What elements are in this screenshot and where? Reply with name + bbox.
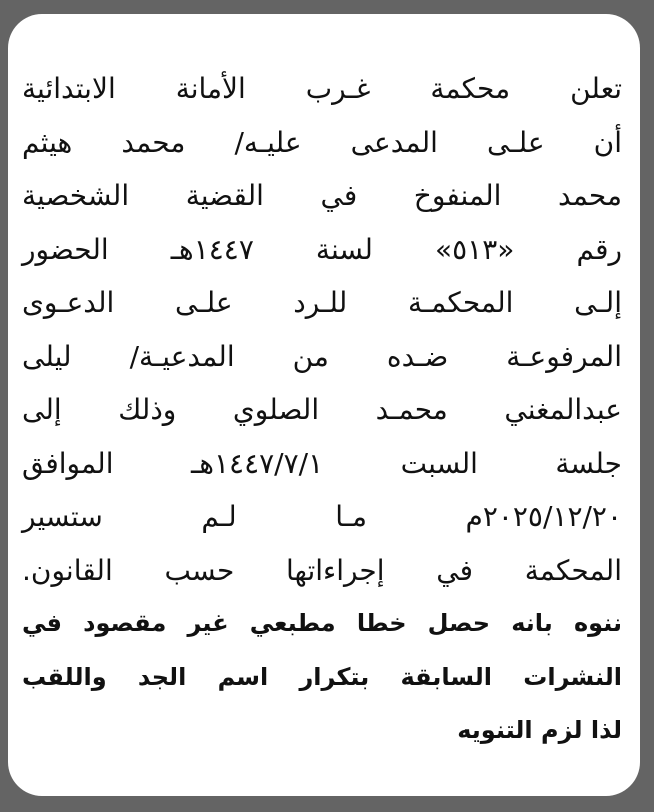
notice-line: ٢٠٢٥/١٢/٢٠م مـا لـم ستسير <box>22 500 622 533</box>
court-notice-card <box>8 14 640 796</box>
notice-line: المحكمة في إجراءاتها حسب القانون. <box>22 553 622 587</box>
correction-line: لذا لزم التنويه <box>457 716 622 744</box>
notice-line: عبدالمغني محمـد الصلوي وذلك إلى <box>22 393 622 426</box>
correction-line: النشرات السابقة بتكرار اسم الجد واللقب <box>22 662 622 691</box>
notice-line: جلسة السبت ١٤٤٧/٧/١هـ الموافق <box>22 446 622 480</box>
correction-line: ننوه بانه حصل خطا مطبعي غير مقصود في <box>22 609 622 637</box>
notice-line: محمد المنفوخ في القضية الشخصية <box>22 179 622 212</box>
notice-line: إلـى المحكمـة للـرد علـى الدعـوى <box>22 286 622 319</box>
notice-body <box>22 62 622 758</box>
notice-line: أن علـى المدعى عليـه/ محمد هيثم <box>22 125 622 159</box>
notice-line: رقم «٥١٣» لسنة ١٤٤٧هـ الحضور <box>22 232 622 266</box>
notice-line: تعلن محكمة غـرب الأمانة الابتدائية <box>22 72 622 105</box>
notice-line: المرفوعـة ضـده من المدعيـة/ ليلى <box>22 339 622 373</box>
